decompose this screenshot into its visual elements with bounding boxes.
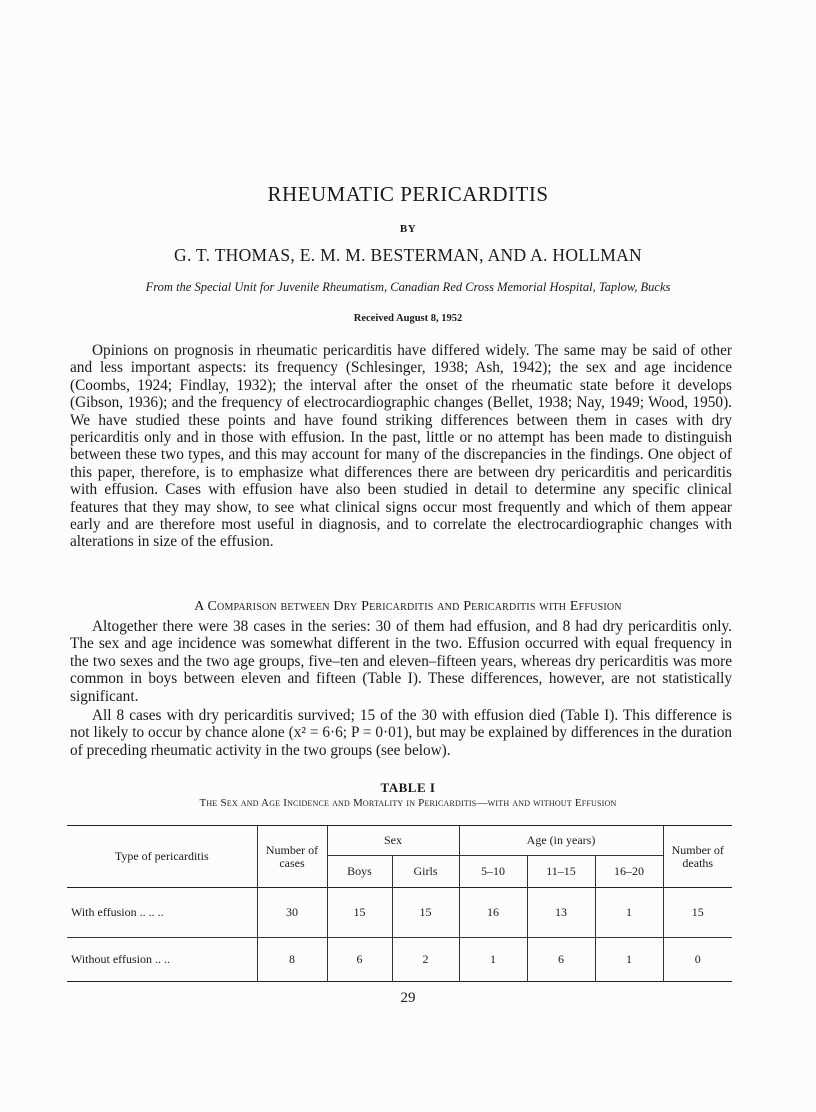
header-sex: Sex [327,826,459,856]
cell-cases: 8 [257,938,327,982]
header-age-5-10: 5–10 [459,856,527,888]
row-type: Without effusion .. .. [67,938,257,982]
paragraph-intro: Opinions on prognosis in rheumatic pericarditis have differed widely. The same may be said of other and less important aspects: its frequency (Schlesinger, 1938; Ash, 1942); the sex and age incidence (Coombs, 1924; Findlay, 1932); the interval after the onset of the rheumatic state before it develops (Gibson, 1936); and the frequency of electrocardiographic changes (Bellet, 1938; Nay, 1949; Wood, 1950). We have studied these points and have found striking differences between them in cases with dry pericarditis only and in those with effusion. In the past, little or no attempt has been made to distinguish between these two types, and this may account for many of the discrepancies in the findings. One object of this paper, therefore, is to emphasize what differences there are between dry pericarditis and pericarditis with effusion. Cases with effusion have also been studied in detail to determine any specific clinical features that they may show, to see what clinical signs occur most frequently and which of them appear early and are therefore most useful in diagnosis, and to correlate the electrocardiographic changes with alterations in size of the effusion. [70,342,732,551]
header-girls: Girls [392,856,459,888]
header-boys: Boys [327,856,392,888]
cell-girls: 15 [392,888,459,938]
header-deaths: Number of deaths [663,826,732,888]
header-age: Age (in years) [459,826,663,856]
section-heading: A Comparison between Dry Pericarditis and Pericarditis with Effusion [194,599,622,614]
table-caption: The Sex and Age Incidence and Mortality in Pericarditis—with and without Effusion [199,797,617,809]
by-line: BY [399,223,417,235]
cell-age-16-20: 1 [595,888,663,938]
affiliation: From the Special Unit for Juvenile Rheumatism, Canadian Red Cross Memorial Hospital, Taplow, Bucks [145,280,671,294]
cell-age-11-15: 13 [527,888,595,938]
header-number-cases: Number of cases [257,826,327,888]
cell-age-16-20: 1 [595,938,663,982]
page-number: 29 [400,990,416,1006]
row-type: With effusion .. .. .. [71,905,164,919]
cell-boys: 15 [327,888,392,938]
cell-deaths: 15 [663,888,732,938]
table-row [67,938,732,982]
cell-boys: 6 [327,938,392,982]
header-age-11-15: 11–15 [527,856,595,888]
paragraph-survival: All 8 cases with dry pericarditis survived; 15 of the 30 with effusion died (Table I). This difference is not likely to occur by chance alone (x² = 6·6; P = 0·01), but may be explained by differences in the duration of preceding rheumatic activity in the two groups (see below). [70,707,732,759]
table-row [67,888,732,938]
header-type: Type of pericarditis [114,849,209,863]
paper-title: RHEUMATIC PERICARDITIS [267,182,549,206]
authors: G. T. THOMAS, E. M. M. BESTERMAN, AND A. HOLLMAN [174,245,642,265]
table-title: TABLE I [380,780,436,795]
data-table [67,825,732,982]
cell-age-11-15: 6 [527,938,595,982]
cell-age-5-10: 16 [459,888,527,938]
cell-girls: 2 [392,938,459,982]
received-date: Received August 8, 1952 [353,313,463,324]
cell-age-5-10: 1 [459,938,527,982]
paragraph-comparison: Altogether there were 38 cases in the series: 30 of them had effusion, and 8 had dry pericarditis only. The sex and age incidence was somewhat different in the two. Effusion occurred with equal frequency in the two sexes and the two age groups, five–ten and eleven–fifteen years, whereas dry pericarditis was more common in boys between eleven and fifteen (Table I). These differences, however, are not statistically significant. [70,618,732,705]
header-age-16-20: 16–20 [595,856,663,888]
cell-deaths: 0 [663,938,732,982]
cell-cases: 30 [257,888,327,938]
